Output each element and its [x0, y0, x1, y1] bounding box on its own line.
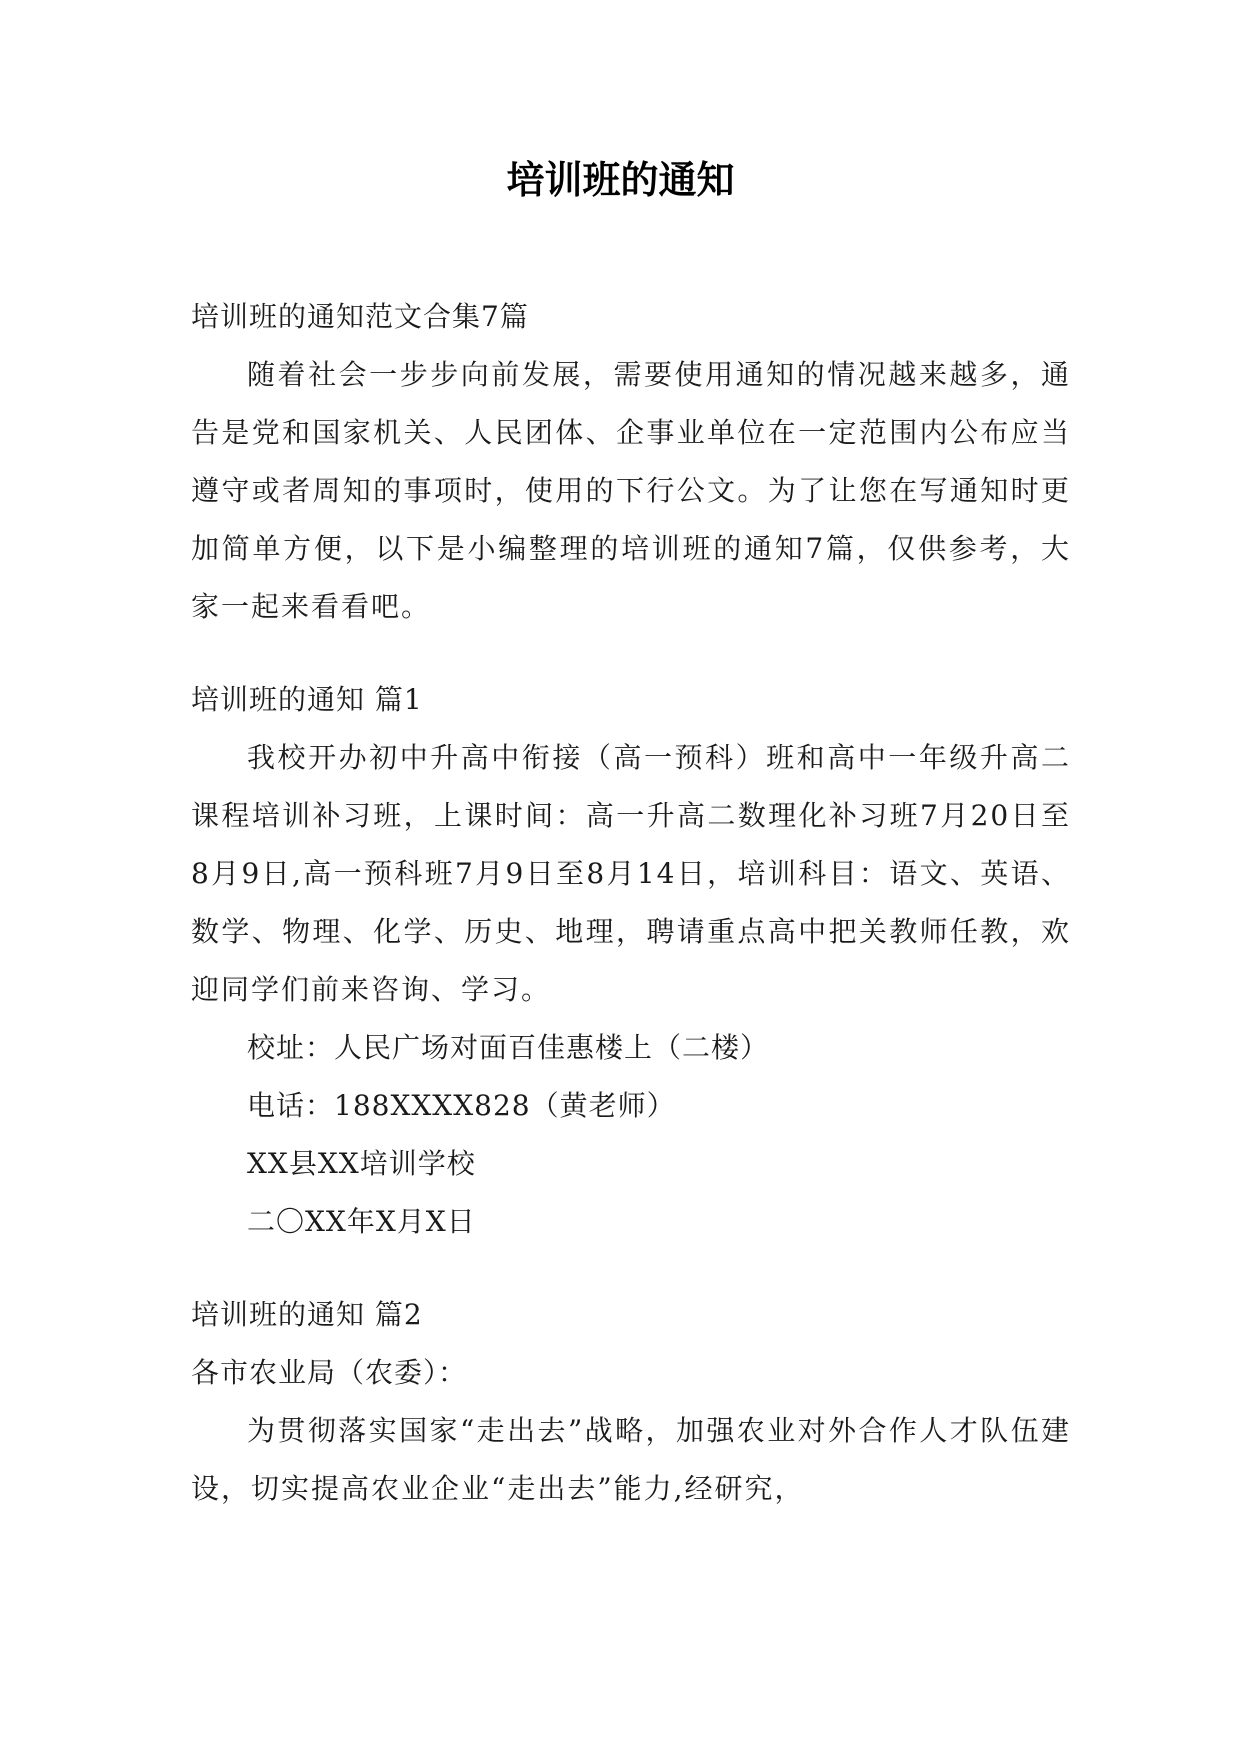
article-2-recipient: 各市农业局（农委）：	[191, 1356, 468, 1389]
section-spacer	[191, 636, 1071, 671]
document-body	[191, 288, 1071, 1518]
article-1-address: 校址：人民广场对面百佳惠楼上（二楼）	[247, 1031, 770, 1064]
article-2-body: 为贯彻落实国家“走出去”战略，加强农业对外合作人才队伍建设，切实提高农业企业“走出去”能力,经研究，	[191, 1414, 1071, 1505]
article-1-school: XX县XX培训学校	[247, 1147, 476, 1180]
article-1-heading: 培训班的通知 篇1	[191, 683, 423, 716]
article-1-date: 二〇XX年X月X日	[247, 1205, 476, 1238]
article-1-body: 我校开办初中升高中衔接（高一预科）班和高中一年级升高二课程培训补习班，上课时间：高一升高二数理化补习班7月20日至8月9日,高一预科班7月9日至8月14日，培训科目：语文、英语、数学、物理、化学、历史、地理，聘请重点高中把关教师任教，欢迎同学们前来咨询、学习。	[191, 741, 1071, 1006]
intro-paragraph: 随着社会一步步向前发展，需要使用通知的情况越来越多，通告是党和国家机关、人民团体、企事业单位在一定范围内公布应当遵守或者周知的事项时，使用的下行公文。为了让您在写通知时更加简单方便，以下是小编整理的培训班的通知7篇，仅供参考，大家一起来看看吧。	[191, 358, 1071, 623]
article-1-phone: 电话：188XXXX828（黄老师）	[247, 1089, 676, 1122]
document-title: 培训班的通知	[506, 158, 735, 202]
article-2-heading: 培训班的通知 篇2	[191, 1298, 423, 1331]
collection-heading: 培训班的通知范文合集7篇	[191, 300, 529, 333]
section-spacer	[191, 1251, 1071, 1286]
